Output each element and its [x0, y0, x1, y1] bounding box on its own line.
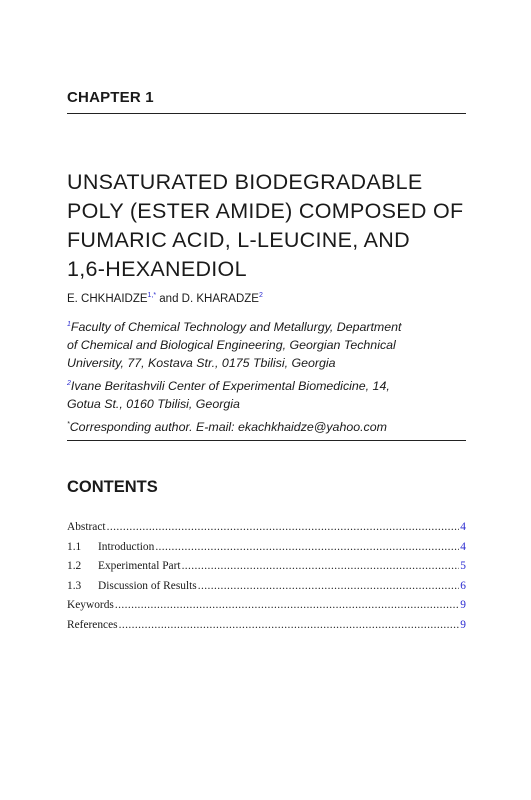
- toc-page-link[interactable]: 4: [460, 540, 466, 553]
- chapter-label: CHAPTER 1: [67, 89, 154, 106]
- toc-label: Discussion of Results: [98, 579, 197, 592]
- author-affiliation-marker[interactable]: 1,*: [147, 292, 157, 300]
- affiliation-line: of Chemical and Biological Engineering, Georgian Technical: [67, 338, 396, 352]
- toc-entry-discussion-of-results[interactable]: [67, 580, 466, 600]
- affiliation-marker: 1: [67, 320, 71, 328]
- corresponding-author: [67, 418, 477, 436]
- toc-number: 1.3: [67, 579, 82, 592]
- toc-leader: [182, 560, 460, 572]
- toc-label: Keywords: [67, 599, 114, 612]
- toc-leader: [107, 521, 460, 533]
- toc-entry-keywords[interactable]: [67, 599, 466, 619]
- toc-leader: [198, 580, 460, 592]
- affiliation-line: Ivane Beritashvili Center of Experimental Biomedicine, 14,: [70, 379, 390, 393]
- affiliation-line: Gotua St., 0160 Tbilisi, Georgia: [67, 397, 240, 411]
- corresponding-email: Corresponding author. E-mail: ekachkhaidze@yahoo.com: [69, 420, 387, 434]
- author-affiliation-marker[interactable]: 2: [258, 292, 263, 300]
- toc-page-link[interactable]: 5: [460, 560, 466, 573]
- toc-leader: [155, 541, 459, 553]
- authors-line: [67, 293, 263, 305]
- affiliation-line: Faculty of Chemical Technology and Metallurgy, Department: [70, 320, 402, 334]
- author-conjunction: and: [156, 293, 182, 305]
- toc-entry-introduction[interactable]: [67, 541, 466, 561]
- toc-label: References: [67, 618, 118, 631]
- title-line: 1,6-HEXANEDIOL: [67, 257, 247, 281]
- title-line: POLY (ESTER AMIDE) COMPOSED OF: [67, 199, 464, 223]
- toc-label: Abstract: [67, 521, 106, 533]
- table-of-contents: [67, 521, 466, 639]
- toc-page-link[interactable]: 6: [460, 579, 466, 592]
- toc-number: 1.2: [67, 560, 82, 573]
- toc-number: 1.1: [67, 540, 82, 553]
- chapter-title: [67, 168, 477, 284]
- toc-leader: [119, 619, 460, 631]
- toc-entry-experimental-part[interactable]: [67, 560, 466, 580]
- toc-page-link[interactable]: 9: [460, 618, 466, 631]
- toc-label: Experimental Part: [98, 560, 181, 573]
- title-line: UNSATURATED BIODEGRADABLE: [67, 170, 423, 194]
- contents-heading: CONTENTS: [67, 478, 158, 496]
- toc-label: Introduction: [98, 540, 155, 553]
- toc-leader: [115, 599, 459, 611]
- affiliation-line: University, 77, Kostava Str., 0175 Tbilisi, Georgia: [67, 356, 336, 370]
- toc-entry-references[interactable]: [67, 619, 466, 639]
- corresponding-marker: *: [67, 420, 70, 428]
- affiliation-marker: 2: [67, 379, 71, 387]
- toc-page-link[interactable]: 4: [460, 521, 466, 533]
- top-rule: [67, 113, 466, 114]
- author-name: E. CHKHAIDZE: [67, 293, 148, 305]
- toc-entry-abstract[interactable]: [67, 521, 466, 541]
- title-line: FUMARIC ACID, L-LEUCINE, AND: [67, 228, 410, 252]
- affiliation-2: [67, 377, 477, 413]
- author-name: D. KHARADZE: [181, 293, 259, 305]
- affiliation-1: [67, 318, 477, 372]
- section-rule: [67, 440, 466, 441]
- toc-page-link[interactable]: 9: [460, 599, 466, 612]
